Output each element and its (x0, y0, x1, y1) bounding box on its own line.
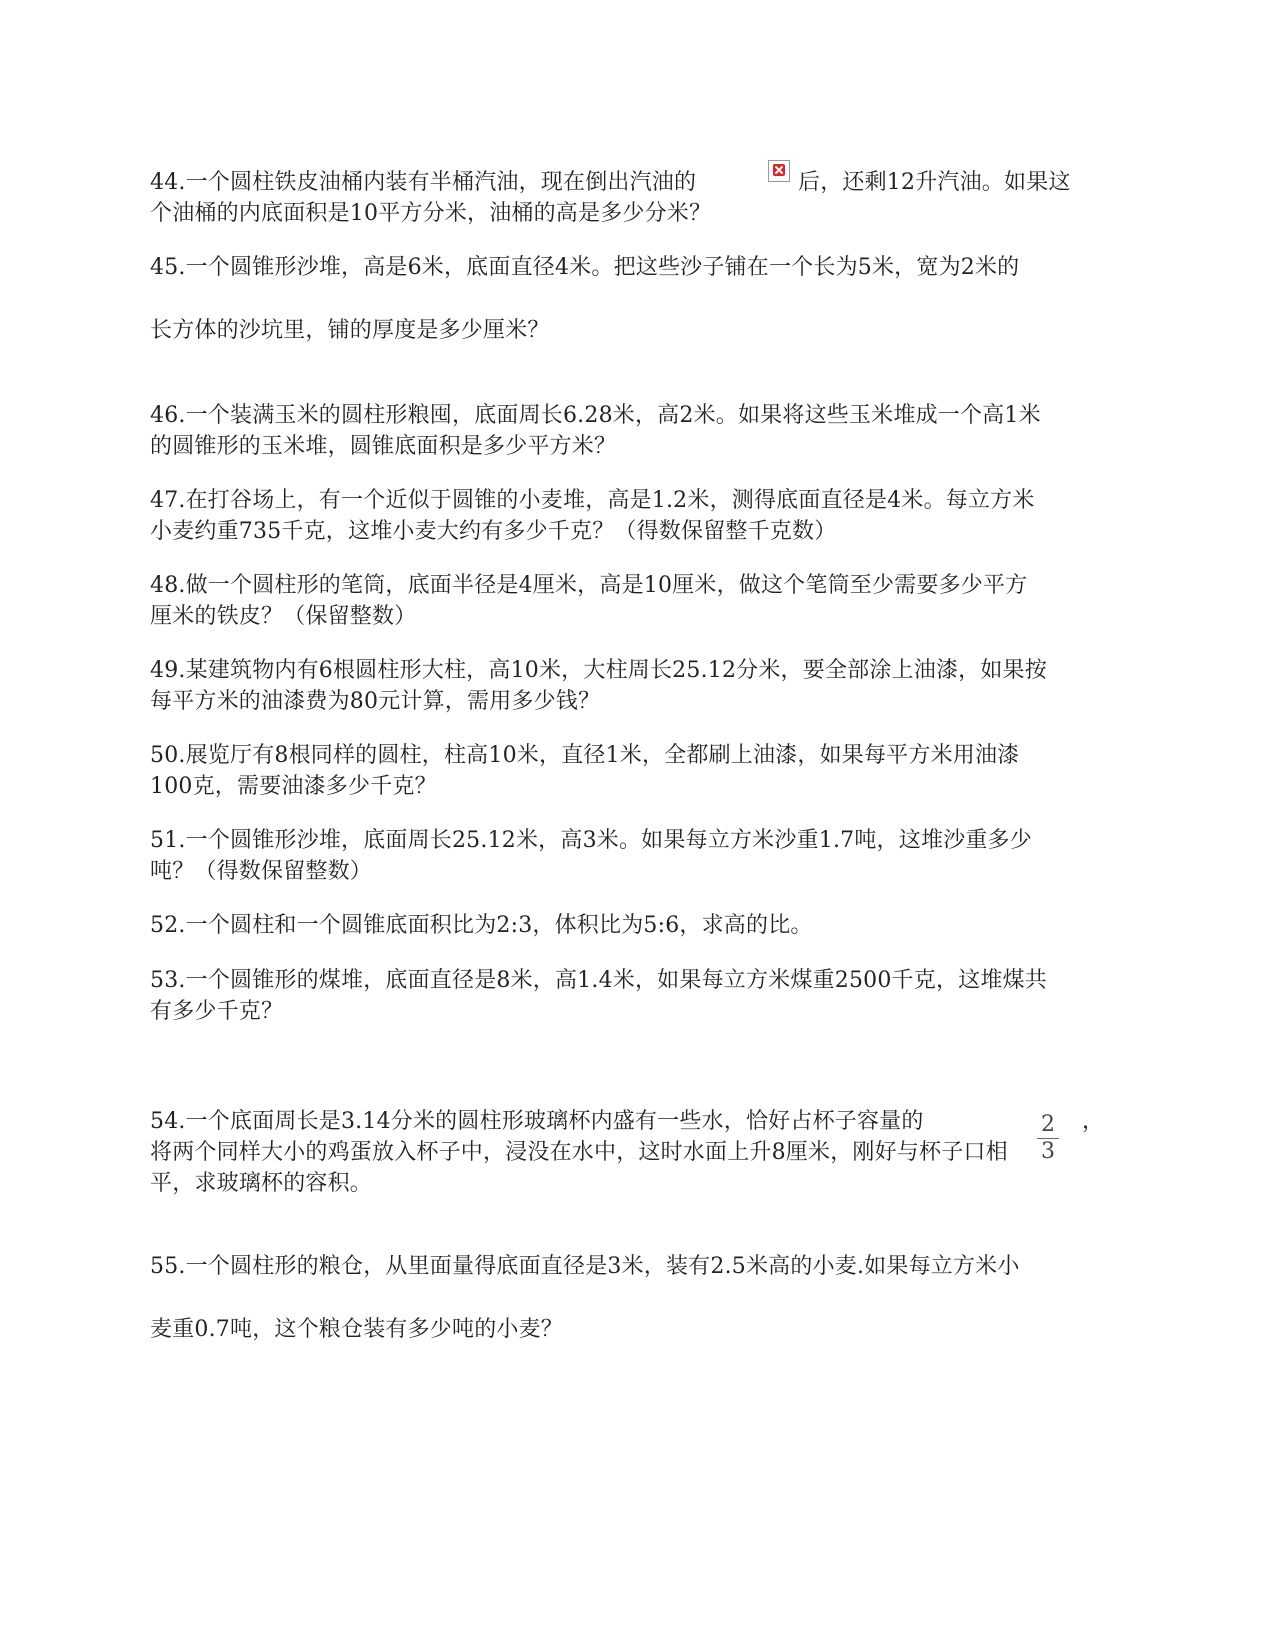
problem-55-line-2: 麦重0.7吨，这个粮仓装有多少吨的小麦？ (150, 1317, 563, 1342)
problem-55-line-1: 55.一个圆柱形的粮仓，从里面量得底面直径是3米，装有2.5米高的小麦.如果每立方米小 (150, 1254, 1020, 1279)
problem-44-after-image: 后，还剩12升汽油。如果这 (798, 170, 1071, 195)
problem-46-line-2: 的圆锥形的玉米堆，圆锥底面积是多少平方米？ (150, 434, 617, 459)
problem-48-line-1: 48.做一个圆柱形的笔筒，底面半径是4厘米，高是10厘米，做这个笔筒至少需要多少平方 (150, 573, 1028, 598)
problem-54-line-3: 平，求玻璃杯的容积。 (150, 1171, 373, 1196)
problem-53-line-2: 有多少千克？ (150, 999, 284, 1024)
problem-48-line-2: 厘米的铁皮？（保留整数） (150, 604, 417, 629)
close-icon (773, 164, 785, 176)
problem-44-line-2: 个油桶的内底面积是10平方分米，油桶的高是多少分米？ (150, 201, 712, 226)
problem-49-line-1: 49.某建筑物内有6根圆柱形大柱，高10米，大柱周长25.12分米，要全部涂上油漆，如果按 (150, 658, 1047, 683)
problem-50-line-2: 100克，需要油漆多少千克？ (150, 774, 437, 799)
problem-49-line-2: 每平方米的油漆费为80元计算，需用多少钱？ (150, 689, 601, 714)
problem-46-line-1: 46.一个装满玉米的圆柱形粮囤，底面周长6.28米，高2米。如果将这些玉米堆成一个高1米 (150, 403, 1041, 428)
problem-54-after-fraction: ， (1082, 1109, 1105, 1134)
broken-image-icon (768, 160, 790, 182)
problem-51-line-2: 吨？（得数保留整数） (150, 859, 373, 884)
problem-50-line-1: 50.展览厅有8根同样的圆柱，柱高10米，直径1米，全都刷上油漆，如果每平方米用油漆 (150, 743, 1020, 768)
problem-51-line-1: 51.一个圆锥形沙堆，底面周长25.12米，高3米。如果每立方米沙重1.7吨，这堆沙重多少 (150, 828, 1032, 853)
problem-54-line-1: 54.一个底面周长是3.14分米的圆柱形玻璃杯内盛有一些水，恰好占杯子容量的 (150, 1109, 924, 1134)
problem-47-line-2: 小麦约重735千克，这堆小麦大约有多少千克？（得数保留整千克数） (150, 519, 837, 544)
problem-44-line-1: 44.一个圆柱铁皮油桶内装有半桶汽油，现在倒出汽油的 (150, 170, 697, 195)
problem-45-line-1: 45.一个圆锥形沙堆，高是6米，底面直径4米。把这些沙子铺在一个长为5米，宽为2米的 (150, 255, 1020, 280)
problem-45-line-2: 长方体的沙坑里，铺的厚度是多少厘米？ (150, 318, 550, 343)
problem-52-line-1: 52.一个圆柱和一个圆锥底面积比为2:3，体积比为5:6，求高的比。 (150, 913, 813, 938)
problem-53-line-1: 53.一个圆锥形的煤堆，底面直径是8米，高1.4米，如果每立方米煤重2500千克，这堆煤共 (150, 968, 1047, 993)
fraction-two-thirds (1035, 1113, 1061, 1164)
problem-47-line-1: 47.在打谷场上，有一个近似于圆锥的小麦堆，高是1.2米，测得底面直径是4米。每立方米 (150, 488, 1035, 513)
fraction-numerator: 2 (1041, 1112, 1055, 1137)
problem-54-line-2: 将两个同样大小的鸡蛋放入杯子中，浸没在水中，这时水面上升8厘米，刚好与杯子口相 (150, 1140, 1008, 1165)
fraction-denominator: 3 (1041, 1139, 1055, 1164)
